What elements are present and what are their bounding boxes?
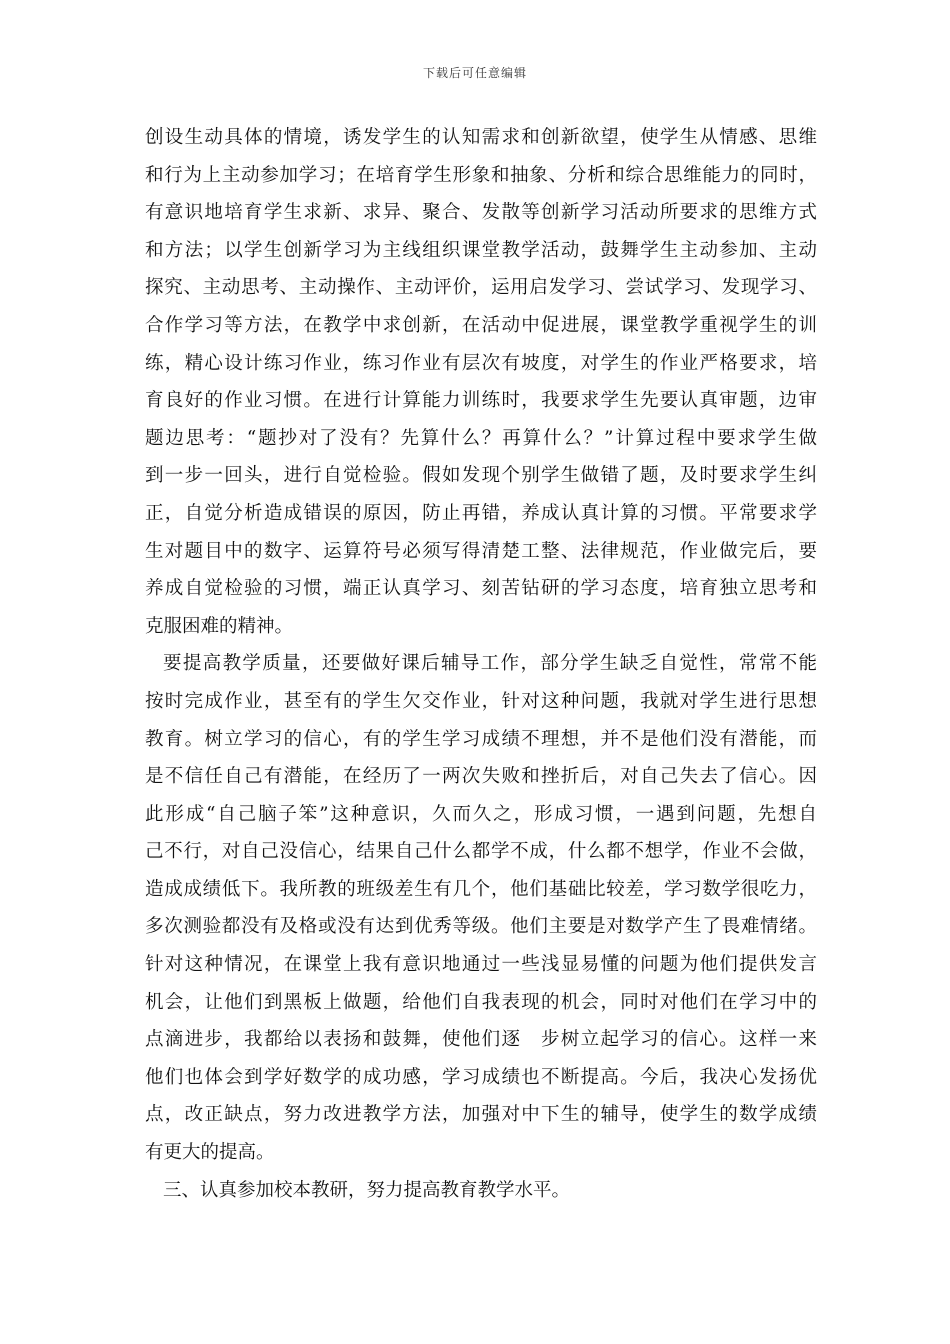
text-line: 造成成绩低下。我所教的班级差生有几个，他们基础比较差，学习数学很吃力， <box>145 878 817 900</box>
text-line: 克服困难的精神。 <box>145 615 294 637</box>
text-line: 合作学习等方法，在教学中求创新，在活动中促进展，课堂教学重视学生的训 <box>145 314 817 336</box>
text-line: 机会，让他们到黑板上做题，给他们自我表现的机会，同时对他们在学习中的 <box>145 991 817 1013</box>
paragraph <box>145 645 817 1171</box>
text-line: 点，改正缺点，努力改进教学方法，加强对中下生的辅导，使学生的数学成绩 <box>145 1104 817 1126</box>
text-line: 生对题目中的数字、运算符号必须写得清楚工整、法律规范，作业做完后，要 <box>145 540 817 562</box>
text-line: 三、认真参加校本教研，努力提高教育教学水平。 <box>163 1179 571 1201</box>
text-line: 多次测验都没有及格或没有达到优秀等级。他们主要是对数学产生了畏难情绪。 <box>145 916 817 938</box>
document-body <box>145 119 817 1209</box>
text-line: 按时完成作业，甚至有的学生欠交作业，针对这种问题，我就对学生进行思想 <box>145 690 817 712</box>
text-line: 教育。树立学习的信心，有的学生学习成绩不理想，并不是他们没有潜能，而 <box>145 728 817 750</box>
text-line: 点滴进步，我都给以表扬和鼓舞，使他们逐 步树立起学习的信心。这样一来 <box>145 1029 817 1051</box>
text-line: 此形成“自己脑子笨”这种意识，久而久之，形成习惯，一遇到问题，先想自 <box>145 803 817 825</box>
text-line: 探究、主动思考、主动操作、主动评价，运用启发学习、尝试学习、发现学习、 <box>145 277 817 299</box>
text-line: 有更大的提高。 <box>145 1142 275 1164</box>
paragraph <box>145 119 817 645</box>
text-line: 和行为上主动参加学习；在培育学生形象和抽象、分析和综合思维能力的同时， <box>145 164 817 186</box>
text-line: 到一步一回头，进行自觉检验。假如发现个别学生做错了题，及时要求学生纠 <box>145 465 817 487</box>
text-line: 要提高教学质量，还要做好课后辅导工作，部分学生缺乏自觉性，常常不能 <box>163 653 817 675</box>
page-header: 下载后可任意编辑 <box>422 66 527 80</box>
text-line: 创设生动具体的情境，诱发学生的认知需求和创新欲望，使学生从情感、思维 <box>145 127 817 148</box>
text-line: 是不信任自己有潜能，在经历了一两次失败和挫折后，对自己失去了信心。因 <box>145 766 817 788</box>
text-line: 题边思考：“题抄对了没有？先算什么？再算什么？”计算过程中要求学生做 <box>145 427 817 449</box>
text-line: 练，精心设计练习作业，练习作业有层次有坡度，对学生的作业严格要求，培 <box>145 352 817 374</box>
text-line: 养成自觉检验的习惯，端正认真学习、刻苦钻研的学习态度，培育独立思考和 <box>145 578 817 600</box>
paragraph <box>145 1172 817 1210</box>
text-line: 育良好的作业习惯。在进行计算能力训练时，我要求学生先要认真审题，边审 <box>145 390 817 412</box>
text-line: 和方法；以学生创新学习为主线组织课堂教学活动，鼓舞学生主动参加、主动 <box>145 239 817 261</box>
text-line: 正，自觉分析造成错误的原因，防止再错，养成认真计算的习惯。平常要求学 <box>145 502 817 524</box>
text-line: 有意识地培育学生求新、求异、聚合、发散等创新学习活动所要求的思维方式 <box>145 202 817 224</box>
text-line: 他们也体会到学好数学的成功感，学习成绩也不断提高。今后，我决心发扬优 <box>145 1066 817 1088</box>
text-line: 己不行，对自己没信心，结果自己什么都学不成，什么都不想学，作业不会做， <box>145 841 817 863</box>
text-line: 针对这种情况，在课堂上我有意识地通过一些浅显易懂的问题为他们提供发言 <box>145 954 817 976</box>
